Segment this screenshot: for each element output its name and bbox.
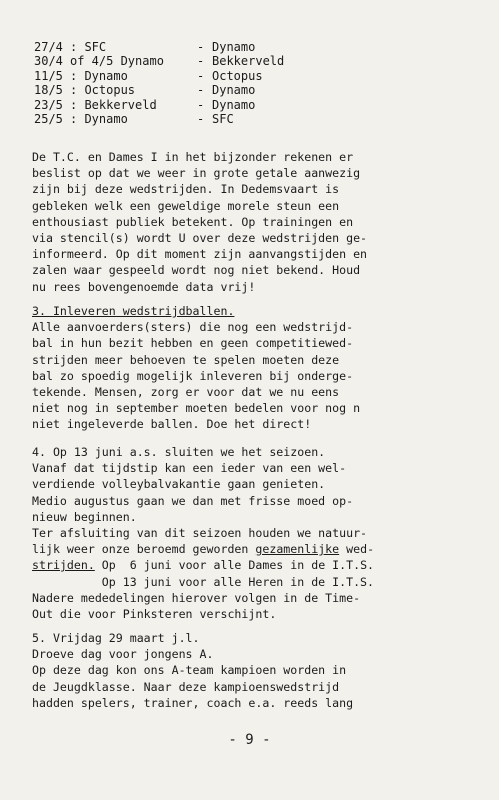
section-4 [32,444,472,622]
page-number: - 9 - [228,732,271,748]
match-date: 27/4 [34,40,63,54]
text-line [32,557,472,573]
text-line: beslist op dat we weer in grote getale aanwezig [32,166,361,181]
underlined-word: gezamenlijke [255,542,340,557]
match-home: of 4/5 Dynamo [70,54,164,69]
text-line: bal zo spoedig mogelijk inleveren bij onderge- [32,368,354,383]
text-line: 5. Vrijdag 29 maart j.l. [32,631,200,645]
text-line: tekende. Mensen, zorg er voor dat we nu eens [32,385,340,400]
text-line: niet ingeleverde ballen. Doe het direct! [32,417,312,432]
match-away: Octopus [212,68,263,83]
match-away: Dynamo [212,83,256,98]
text-line: Medio augustus gaan we dan met frisse moed op- [32,493,354,508]
text-run: wed- [346,542,375,557]
match-home: : Octopus [70,83,136,98]
match-dash: - [197,97,205,112]
text-line [32,541,472,557]
text-line: 4. Op 13 juni a.s. sluiten we het seizoen. [32,445,326,459]
match-dash: - [197,83,205,98]
match-home: : Bekkerveld [70,97,157,112]
match-home: : Dynamo [70,68,128,83]
section-3 [32,303,472,433]
match-dash: - [197,40,205,54]
text-line: nu rees bovengenoemde data vrij! [32,279,256,294]
text-line: Ter afsluiting van dit seizoen houden we natuur- [32,526,368,541]
match-away: Dynamo [212,40,256,54]
text-run: Op 6 juni voor alle Dames in de I.T.S. [94,558,375,573]
match-away: SFC [212,111,234,126]
text-line: via stencil(s) wordt U over deze wedstrijden ge- [32,231,368,246]
match-dash: - [197,54,205,69]
text-line: nieuw beginnen. [32,509,137,524]
text-line: Droeve dag voor jongens A. [32,647,214,662]
match-date: 23/5 [34,97,63,112]
text-line: Op deze dag kon ons A-team kampioen worden in [32,663,347,678]
text-line: verdiende volleybalvakantie gaan genieten. [32,477,326,492]
text-line: hadden spelers, trainer, coach e.a. reeds lang [32,695,354,710]
text-line: informeerd. Op dit moment zijn aanvangstijden en [32,247,368,262]
underlined-word: strijden. [32,558,95,573]
text-line: enthousiast publiek betekent. Op trainingen en [32,214,354,229]
tc-paragraph [32,149,472,295]
match-date: 25/5 [34,111,63,126]
match-away: Dynamo [212,97,256,112]
text-line: strijden meer behoeven te spelen moeten deze [32,352,340,367]
match-away: Bekkerveld [212,54,285,69]
match-home: : Dynamo [70,111,128,126]
match-date: 11/5 [34,68,63,83]
text-line: Out die voor Pinksteren verschijnt. [32,607,277,622]
match-dash: - [197,111,205,126]
text-line: Op 13 juni voor alle Heren in de I.T.S. [32,574,375,589]
text-line: de Jeugdklasse. Naar deze kampioenswedstrijd [32,679,340,694]
text-line: Alle aanvoerders(sters) die nog een wedstrijd- [32,320,354,335]
text-line: De T.C. en Dames I in het bijzonder rekenen er [32,150,354,164]
text-line: Nadere mededelingen hierover volgen in de Time- [32,590,361,605]
match-date: 18/5 [34,83,63,98]
match-date: 30/4 [34,54,63,69]
text-line: bal in hun bezit hebben en geen competitiewed- [32,336,354,351]
text-line: Vanaf dat tijdstip kan een ieder van een wel- [32,461,347,476]
text-line: zalen waar gespeeld wordt nog niet bekend. Houd [32,263,361,278]
section-5 [32,630,472,711]
section-heading: 3. Inleveren wedstrijdballen. [32,304,235,318]
match-dash: - [197,68,205,83]
text-line: zijn bij deze wedstrijden. In Dedemsvaart is [32,182,340,197]
text-line: niet nog in september moeten bedelen voor nog n [32,401,361,416]
text-line: gebleken welk een geweldige morele steun een [32,198,340,213]
text-run: lijk weer onze beroemd geworden [32,542,249,557]
match-home: : SFC [70,40,107,54]
